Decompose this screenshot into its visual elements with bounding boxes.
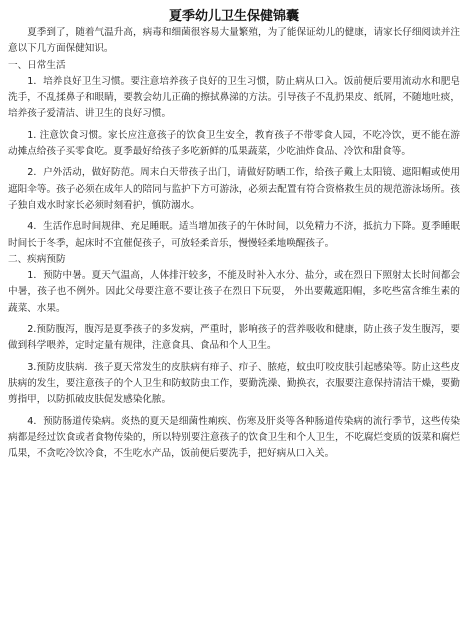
daily-item-hygiene-habits: 1．培养良好卫生习惯。要注意培养孩子良好的卫生习惯，防止病从口入。饭前便后要用流动水和肥皂洗手，不乱揉鼻子和眼睛，要教会幼儿正确的擦拭鼻涕的方法。引导孩子不乱扔果皮、纸屑，不随地吐痰，培养孩子爱清洁、讲卫生的良好习惯。 xyxy=(8,75,460,120)
document-title: 夏季幼儿卫生保健锦囊 xyxy=(168,9,299,24)
prevention-item-skin-disease: 3.预防皮肤病．孩子夏天常发生的皮肤病有痱子、疖子、脓疮，蚊虫叮咬皮肤引起感染等。防止这些皮肤病的发生，要注意孩子的个人卫生和防蚊防虫工作，要勤洗澡、勤换衣，衣服要注意保持清洁干燥，要勤剪指甲，以防抓破皮肤促发感染化脓。 xyxy=(8,361,460,406)
daily-item-sleep-routine: 4．生活作息时间规律、充足睡眠。适当增加孩子的午休时间，以免精力不济，抵抗力下降。夏季睡眠时间长于冬季，起床时不宜催促孩子，可放轻柔音乐，慢慢轻柔地唤醒孩子。 xyxy=(8,221,460,249)
section-heading-daily-life: 一、日常生活 xyxy=(8,59,66,71)
prevention-item-diarrhea: 2.预防腹泻，腹泻是夏季孩子的多发病，严重时，影响孩子的营养吸收和健康，防止孩子发生腹泻，要做到科学喂养，定时定量有规律，注意食具、食品和个人卫生。 xyxy=(8,324,460,352)
prevention-item-intestinal-infection: 4．预防肠道传染病。炎热的夏天是细菌性痢疾、伤寒及肝炎等各种肠道传染病的流行季节，这些传染病都是经过饮食或者食物传染的，所以特别要注意孩子的饮食卫生和个人卫生，不吃腐烂变质的饭菜和腐烂瓜果，不贪吃冷饮冷食，不生吃水产品，饭前便后要洗手，把好病从口入关。 xyxy=(8,415,460,460)
prevention-item-heatstroke: 1．预防中暑。夏天气温高，人体排汗较多，不能及时补入水分、盐分，或在烈日下照射太长时间都会中暑，孩子也不例外。因此父母要注意不要让孩子在烈日下玩耍， 外出要戴遮阳帽，多吃些富含维生素的蔬菜、水果。 xyxy=(8,270,460,314)
daily-item-diet-habits: 1. 注意饮食习惯。家长应注意孩子的饮食卫生安全，教育孩子不带零食人园，不吃冷饮，更不能在游动摊点给孩子买零食吃。夏季最好给孩子多吃新鲜的瓜果蔬菜，少吃油炸食品、冷饮和甜食等。 xyxy=(8,129,460,158)
intro-paragraph: 夏季到了，随着气温升高，病毒和细菌很容易大量繁殖，为了能保证幼儿的健康，请家长仔细阅读并注意以下几方面保健知识。 xyxy=(8,27,460,55)
section-heading-disease-prevention: 二、疾病预防 xyxy=(8,253,66,265)
daily-item-outdoor-activity: 2．户外活动，做好防范。周末白天带孩子出门，请做好防晒工作，给孩子戴上太阳镜、遮阳帽或使用遮阳伞等。孩子必须在成年人的陪同与监护下方可游泳，必须去配置有符合资格救生员的规范游泳场所。孩子独自戏水时家长必须时刻看护，慎防溺水。 xyxy=(8,167,460,211)
